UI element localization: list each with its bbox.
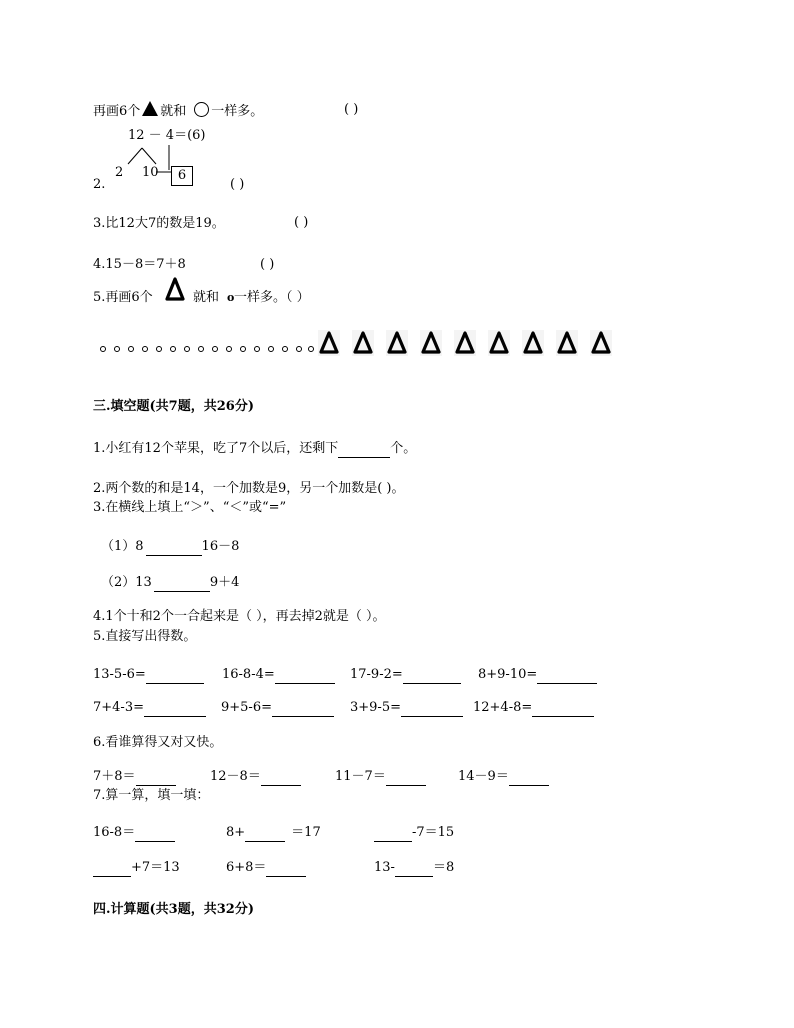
q1-paren: ( ) xyxy=(344,102,359,117)
s3-q7-r1c1: 16-8＝ xyxy=(93,824,175,842)
small-circle-icon xyxy=(198,346,204,352)
outline-triangle-icon xyxy=(556,330,578,356)
outline-triangle-icon xyxy=(318,330,340,356)
answer-blank[interactable] xyxy=(509,771,549,786)
s3-q5-r1c4: 8+9-10= xyxy=(478,666,597,684)
outline-triangle-icon xyxy=(454,330,476,356)
s3-q5-r1c2: 16-8-4= xyxy=(222,666,335,684)
q2-answer-box: 6 xyxy=(171,166,193,186)
outline-triangle-icon xyxy=(590,330,612,356)
dots-triangles-row xyxy=(98,330,618,356)
small-circle-icon xyxy=(128,346,134,352)
s3-q6-item4: 14－9＝ xyxy=(458,768,549,786)
s3-q1: 1.小红有12个苹果，吃了7个以后，还剩下 个。 xyxy=(93,441,417,456)
small-circle-icon xyxy=(296,346,302,352)
q5-text-before: 5.再画6个 xyxy=(93,290,153,305)
outline-triangle-icon xyxy=(420,330,442,356)
q3-text: 3.比12大7的数是19。 xyxy=(93,216,225,231)
circle-icon xyxy=(194,102,209,117)
q2-right-num: 10 xyxy=(142,165,159,180)
s3-q5-r1c3: 17-9-2= xyxy=(350,666,461,684)
small-circle-icon xyxy=(170,346,176,352)
outline-triangle-icon xyxy=(522,330,544,356)
answer-blank[interactable] xyxy=(395,862,433,877)
small-circle-icon xyxy=(226,346,232,352)
small-circle-icon xyxy=(100,346,106,352)
s3-q7-r2c2: 6+8＝ xyxy=(226,859,306,877)
answer-blank[interactable] xyxy=(144,702,206,717)
q2-paren: ( ) xyxy=(230,177,245,192)
small-circle-icon xyxy=(142,346,148,352)
q5-small-circle: o xyxy=(227,291,235,304)
s3-q5-title: 5.直接写出得数。 xyxy=(93,629,197,644)
s3-q7-r2c1: +7＝13 xyxy=(93,859,180,877)
section3-title: 三.填空题(共7题，共26分) xyxy=(93,399,254,414)
answer-blank[interactable] xyxy=(275,669,335,684)
s3-q6-item2: 12－8＝ xyxy=(210,768,301,786)
s3-q7-r2c3: 13- ＝8 xyxy=(374,860,455,875)
answer-blank[interactable] xyxy=(338,443,390,458)
answer-blank[interactable] xyxy=(245,827,285,842)
answer-blank[interactable] xyxy=(537,669,597,684)
answer-blank[interactable] xyxy=(93,862,131,877)
q2-equation: 12 － 4＝(6) xyxy=(128,128,206,143)
answer-blank[interactable] xyxy=(403,669,461,684)
q2-number: 2. xyxy=(93,177,106,192)
s3-q7-r1c2: 8+ ＝17 xyxy=(226,825,321,840)
outline-triangle-icon xyxy=(386,330,408,356)
answer-blank[interactable] xyxy=(146,669,204,684)
small-circle-icon xyxy=(114,346,120,352)
small-circle-icon xyxy=(184,346,190,352)
answer-blank[interactable] xyxy=(266,862,306,877)
split-line-left xyxy=(128,148,142,164)
s3-q6-title: 6.看谁算得又对又快。 xyxy=(93,735,223,750)
q5-text-after: 一样多。（ ） xyxy=(234,290,310,305)
s3-q5-r2c3: 3+9-5= xyxy=(350,699,463,717)
answer-blank[interactable] xyxy=(272,702,334,717)
small-circle-icon xyxy=(282,346,288,352)
s3-q2: 2.两个数的和是14，一个加数是9，另一个加数是( )。 xyxy=(93,481,405,496)
s3-q7-title: 7.算一算，填一填： xyxy=(93,788,210,803)
small-circle-icon xyxy=(240,346,246,352)
outline-triangle-icon xyxy=(352,330,374,356)
small-circle-icon xyxy=(268,346,274,352)
outline-triangle-icon xyxy=(165,277,185,301)
small-circle-icon xyxy=(156,346,162,352)
q4-paren: ( ) xyxy=(260,257,275,272)
s3-q4: 4.1个十和2个一合起来是（ ），再去掉2就是（ ）。 xyxy=(93,609,386,624)
small-circle-icon xyxy=(212,346,218,352)
answer-blank[interactable] xyxy=(374,827,412,842)
q3-paren: ( ) xyxy=(294,215,309,230)
answer-blank[interactable] xyxy=(146,541,202,556)
q1-line: 再画6个 就和 一样多。 xyxy=(93,101,263,121)
answer-blank[interactable] xyxy=(136,771,176,786)
q2-connector xyxy=(156,171,172,175)
s3-q5-r2c2: 9+5-6= xyxy=(221,699,334,717)
s3-q3-title: 3.在横线上填上“＞”、“＜”或“=” xyxy=(93,500,287,515)
answer-blank[interactable] xyxy=(261,771,301,786)
answer-blank[interactable] xyxy=(386,771,426,786)
s3-q5-r2c1: 7+4-3= xyxy=(93,699,206,717)
answer-blank[interactable] xyxy=(401,702,463,717)
answer-blank[interactable] xyxy=(135,827,175,842)
q2-left-num: 2 xyxy=(115,165,124,180)
split-line-right xyxy=(142,148,156,164)
black-triangle-icon xyxy=(142,101,158,116)
section4-title: 四.计算题(共3题，共32分) xyxy=(93,902,254,917)
s3-q5-r2c4: 12+4-8= xyxy=(473,699,594,717)
s3-q5-r1c1: 13-5-6= xyxy=(93,666,204,684)
q4-text: 4.15－8＝7＋8 xyxy=(93,257,186,272)
s3-q6-item1: 7＋8＝ xyxy=(93,768,176,786)
outline-triangle-icon xyxy=(488,330,510,356)
answer-blank[interactable] xyxy=(532,702,594,717)
s3-q7-r1c3: -7＝15 xyxy=(374,824,454,842)
s3-q3-a: （1）8 16－8 xyxy=(101,539,240,554)
small-circle-icon xyxy=(254,346,260,352)
answer-blank[interactable] xyxy=(154,577,210,592)
small-circle-icon xyxy=(308,346,314,352)
s3-q3-b: （2）13 9＋4 xyxy=(101,575,240,590)
q5-text-mid: 就和 xyxy=(193,290,220,305)
s3-q6-item3: 11－7＝ xyxy=(335,768,426,786)
